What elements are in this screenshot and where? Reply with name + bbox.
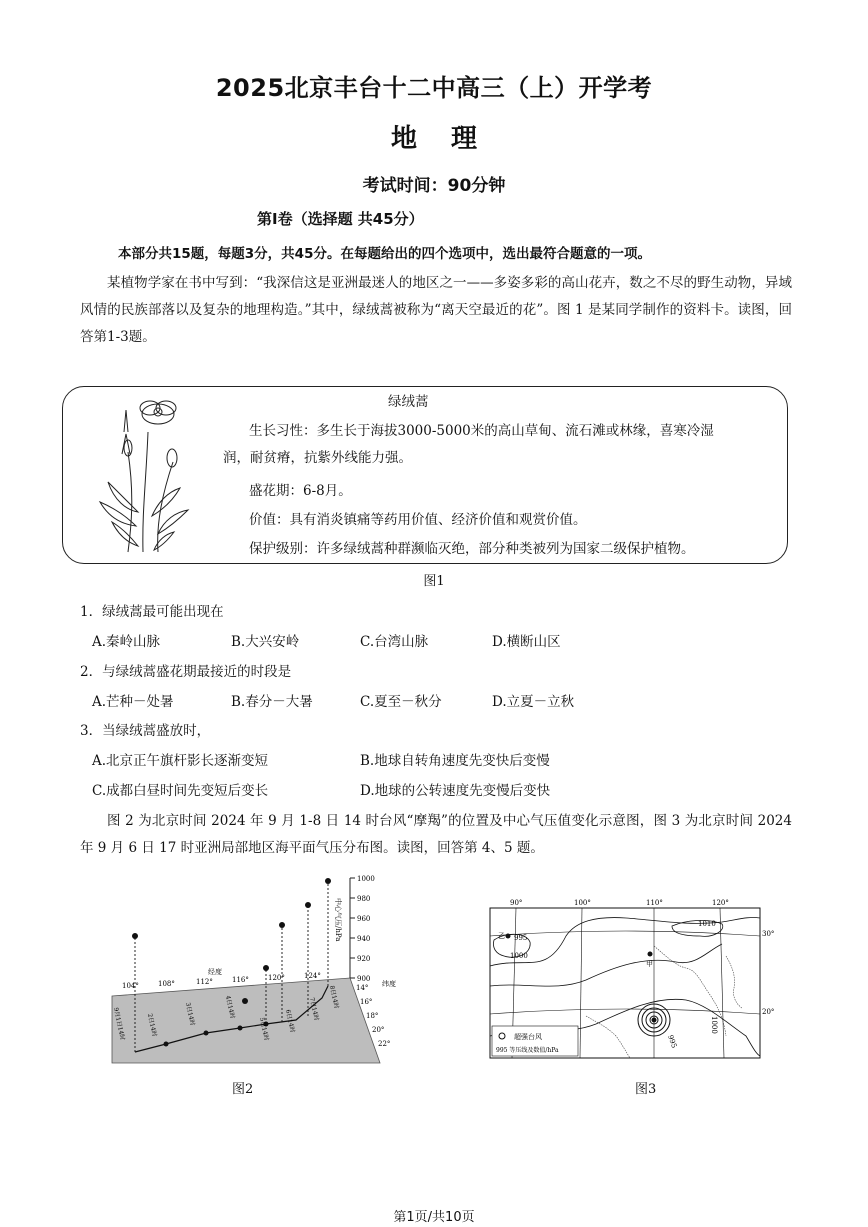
- legend-typhoon-label: 超强台风: [514, 1033, 542, 1041]
- card-protection-level: 保护级别：许多绿绒蒿种群濒临灭绝，部分种类被列为国家二级保护植物。: [249, 541, 695, 557]
- lat-tick: 20°: [372, 1026, 385, 1034]
- q3-option-b: B.地球自转角速度先变快后变慢: [360, 753, 550, 769]
- lat-label: 纬度: [382, 980, 396, 988]
- lat-tick: 14°: [356, 984, 369, 992]
- place-label: 乙: [498, 932, 505, 940]
- q2-option-c: C.夏至－秋分: [360, 694, 442, 710]
- day-label: 6日14时: [284, 1008, 296, 1034]
- card-growth-line1: 生长习性：多生长于海拔3000-5000米的高山草甸、流石滩或林缘，喜寒冷湿: [249, 423, 714, 439]
- question-3-stem: 3．当绿绒蒿盛放时，: [80, 723, 211, 739]
- card-value: 价值：具有消炎镇痛等药用价值、经济价值和观赏价值。: [249, 512, 587, 528]
- lon-label: 经度: [208, 968, 222, 976]
- lat-tick: 22°: [378, 1040, 391, 1048]
- location-yi-marker: [506, 934, 511, 939]
- q3-option-c: C.成都白昼时间先变短后变长: [92, 783, 269, 799]
- lat-tick: 18°: [366, 1012, 379, 1020]
- intro-passage: 某植物学家在书中写到：“我深信这是亚洲最迷人的地区之一——多姿多彩的高山花卉，数之不尽的野生动物，异域风情的民族部落以及复杂的地理构造。”其中，绿绒蒿被称为“离天空最近的花”。图 1 是某同学制作的资料卡。读图，回答第1-3题。: [80, 275, 792, 345]
- card-growth-line2: 润，耐贫瘠，抗紫外线能力强。: [223, 450, 412, 466]
- isobar-label: 1000: [510, 952, 528, 960]
- page-footer: 第1页/共10页: [393, 1210, 475, 1225]
- place-label: 甲: [646, 960, 653, 968]
- figure-2-caption: 图2: [232, 1082, 254, 1097]
- card-growth-habit: [223, 418, 787, 472]
- isobar-label: 1010: [698, 920, 716, 928]
- figure-1-caption: 图1: [423, 574, 445, 589]
- meconopsis-illustration: [88, 392, 198, 558]
- day-label: 5日14时: [258, 1016, 270, 1042]
- lon-tick: 124°: [304, 972, 321, 980]
- passage-typhoon: 图 2 为北京时间 2024 年 9 月 1-8 日 14 时台风“摩羯”的位置及中心气压值变化示意图，图 3 为北京时间 2024 年 9 月 6 日 17 时亚洲局部地区海平面气压分布图。读图，回答第 4、5 题。: [80, 813, 792, 856]
- q1-option-d: D.横断山区: [492, 634, 561, 650]
- section-instructions: 本部分共15题，每题3分，共45分。在每题给出的四个选项中，选出最符合题意的一项。: [118, 246, 651, 262]
- question-1-stem: 1．绿绒蒿最可能出现在: [80, 604, 224, 620]
- day-label: 9月1日14时: [112, 1006, 126, 1041]
- lon-tick: 120°: [268, 974, 285, 982]
- lat-tick: 30°: [762, 930, 775, 938]
- q3-option-d: D.地球的公转速度先变慢后变快: [360, 783, 551, 799]
- pressure-axis-label: 中心气压/hPa: [334, 898, 342, 942]
- pressure-tick: 900: [357, 975, 371, 983]
- q1-option-b: B.大兴安岭: [231, 634, 300, 650]
- lon-tick: 108°: [158, 980, 175, 988]
- q2-option-d: D.立夏－立秋: [492, 694, 575, 710]
- day-label: 4日14时: [224, 994, 236, 1020]
- subject-title: 地理: [390, 124, 511, 154]
- isobar-label: 995: [666, 1033, 679, 1050]
- lat-ticks: [762, 930, 774, 1016]
- q3-option-a: A.北京正午旗杆影长逐渐变短: [92, 753, 269, 769]
- figure-3-caption: 图3: [635, 1082, 657, 1097]
- q2-option-a: A.芒种－处暑: [92, 694, 174, 710]
- pressure-tick: 980: [357, 895, 371, 903]
- lon-tick: 90°: [510, 899, 523, 907]
- lon-ticks: [510, 899, 729, 907]
- isobar-label: 1000: [710, 1016, 718, 1034]
- day-label: 2日14时: [146, 1012, 158, 1038]
- location-jia-marker: [648, 952, 653, 957]
- card-title: 绿绒蒿: [388, 394, 429, 410]
- question-2-stem: 2．与绿绒蒿盛花期最接近的时段是: [80, 664, 292, 680]
- card-bloom-period: 盛花期：6-8月。: [249, 483, 352, 499]
- legend-isobar-label: 995 等压线及数值/hPa: [496, 1047, 559, 1054]
- day-label: 8日14时: [328, 984, 340, 1010]
- lon-tick: 104°: [122, 982, 139, 990]
- pressure-tick: 920: [357, 955, 371, 963]
- lon-tick: 120°: [712, 899, 729, 907]
- section-title: 第I卷（选择题 共45分）: [257, 210, 424, 228]
- lon-tick: 116°: [232, 976, 249, 984]
- lon-tick: 110°: [646, 899, 663, 907]
- pressure-tick: 1000: [357, 875, 375, 883]
- day-label: 3日14时: [184, 1001, 196, 1027]
- isobar-label: 995: [514, 934, 528, 942]
- lat-tick: 20°: [762, 1008, 775, 1016]
- figure-2-typhoon-track: [100, 868, 400, 1068]
- lon-tick: 100°: [574, 899, 591, 907]
- pressure-tick: 940: [357, 935, 371, 943]
- pressure-tick: 960: [357, 915, 371, 923]
- exam-time: 考试时间：90分钟: [362, 176, 506, 196]
- q1-option-a: A.秦岭山脉: [92, 634, 161, 650]
- lat-tick: 16°: [360, 998, 373, 1006]
- q2-option-b: B.春分－大暑: [231, 694, 313, 710]
- day-label: 7日14时: [308, 996, 320, 1022]
- figure-3-pressure-map: [486, 896, 778, 1064]
- lon-tick: 112°: [196, 978, 213, 986]
- pressure-ticks: [350, 875, 375, 983]
- exam-title: 2025北京丰台十二中高三（上）开学考: [215, 74, 653, 102]
- q1-option-c: C.台湾山脉: [360, 634, 429, 650]
